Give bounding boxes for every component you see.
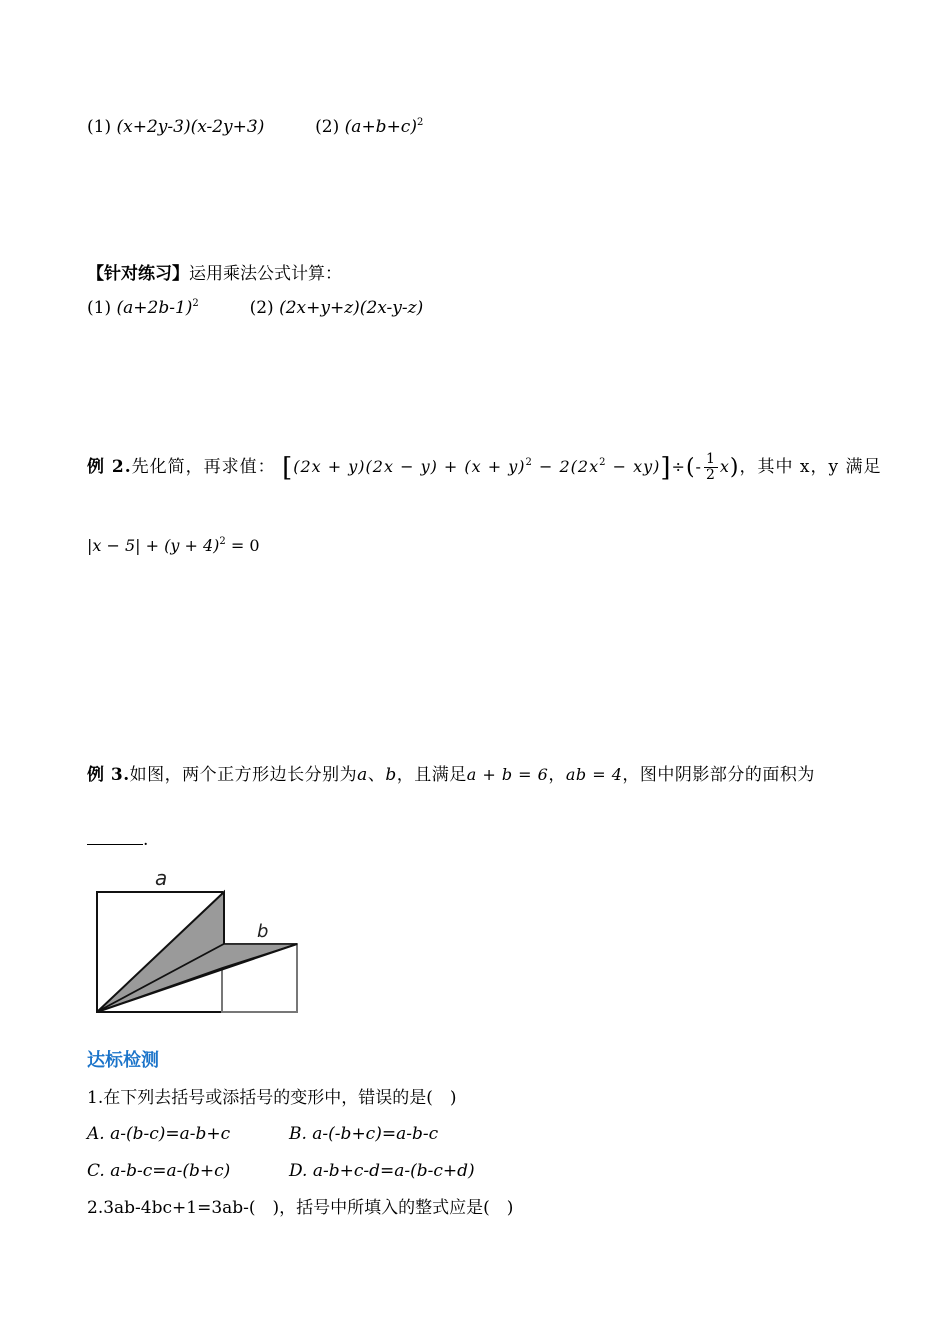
practice-2-expression: (2x+y+z)(2x-y-z) — [279, 298, 424, 318]
comma: ， — [548, 765, 566, 785]
separator: 、 — [367, 765, 386, 785]
example-2-expr-b: − 2(2x — [532, 457, 600, 476]
practice-title: 【针对练习】 — [87, 264, 189, 284]
question-2: 2.3ab-4bc+1=3ab-( )，括号中所填入的整式应是( ) — [87, 1198, 514, 1218]
left-bracket: [ — [282, 453, 294, 483]
right-paren: ) — [729, 455, 740, 480]
squares-figure — [85, 862, 310, 1020]
left-paren: ( — [685, 455, 696, 480]
condition-2: ab = 4 — [565, 765, 623, 784]
answer-blank-line — [87, 828, 148, 852]
example-3-text-a: 如图，两个正方形边长分别为 — [129, 765, 358, 785]
answer-blank[interactable] — [87, 828, 143, 845]
problem-2-label: (2) — [315, 117, 340, 137]
fraction-denominator: 2 — [705, 467, 716, 483]
var-b: b — [385, 765, 397, 785]
example-2-condition — [87, 534, 260, 558]
example-3-text-b: ，且满足 — [396, 765, 467, 785]
example-2-line — [87, 452, 882, 483]
question-1-options-row-2 — [87, 1159, 475, 1183]
option-b[interactable]: B. a-(-b+c)=a-b-c — [289, 1124, 439, 1144]
shaded-triangle — [97, 892, 224, 1012]
practice-1-label: (1) — [87, 298, 112, 318]
question-1-options-row-1 — [87, 1122, 438, 1146]
example-3-label: 例 3. — [87, 765, 130, 785]
problem-2-exponent: 2 — [416, 117, 424, 128]
example-2-suffix: ，其中 x，y 满足 — [739, 457, 882, 477]
divide-sign: ÷ — [671, 457, 686, 476]
option-a[interactable]: A. a-(b-c)=a-b+c — [87, 1124, 231, 1144]
practice-1-base: (a+2b-1) — [116, 298, 193, 318]
condition-a: |x − 5| + (y + 4) — [87, 536, 220, 555]
figure-label-a: a — [155, 866, 168, 890]
example-2-expr-a: (2x + y)(2x − y) + (x + y) — [293, 457, 526, 476]
practice-instruction: 运用乘法公式计算： — [189, 264, 342, 284]
problem-1-label: (1) — [87, 117, 112, 137]
exercise-line-1 — [87, 115, 423, 139]
practice-heading — [87, 262, 342, 286]
option-d[interactable]: D. a-b+c-d=a-(b-c+d) — [289, 1161, 475, 1181]
question-1: 1.在下列去括号或添括号的变形中，错误的是( ) — [87, 1088, 457, 1108]
example-2-expr-b-exp: 2 — [599, 457, 607, 468]
condition-exponent: 2 — [219, 536, 226, 547]
var-a: a — [357, 765, 368, 785]
example-2-label: 例 2. — [87, 457, 132, 477]
example-3-line — [87, 763, 815, 787]
practice-2-label: (2) — [249, 298, 274, 318]
check-section-title: 达标检测 — [87, 1050, 159, 1071]
practice-1-exponent: 2 — [192, 298, 199, 309]
condition-b: = 0 — [225, 536, 260, 555]
fraction-numerator: 1 — [705, 451, 716, 467]
option-c[interactable]: C. a-b-c=a-(b+c) — [87, 1161, 231, 1181]
example-2-prompt: 先化简，再求值： — [131, 457, 276, 477]
example-2-expr-c: − xy) — [606, 457, 661, 476]
practice-problems — [87, 296, 423, 320]
problem-2-base: (a+b+c) — [344, 117, 417, 137]
blank-end: . — [143, 830, 149, 850]
right-bracket: ] — [660, 453, 672, 483]
fraction-variable: x — [719, 457, 730, 476]
example-3-text-c: ，图中阴影部分的面积为 — [622, 765, 815, 785]
problem-1-expression: (x+2y-3)(x-2y+3) — [116, 117, 265, 137]
figure-label-b: b — [257, 921, 269, 942]
fraction-sign: - — [695, 457, 702, 476]
condition-1: a + b = 6 — [466, 765, 549, 784]
fraction — [704, 452, 718, 483]
example-2-expr-exp: 2 — [525, 457, 533, 468]
